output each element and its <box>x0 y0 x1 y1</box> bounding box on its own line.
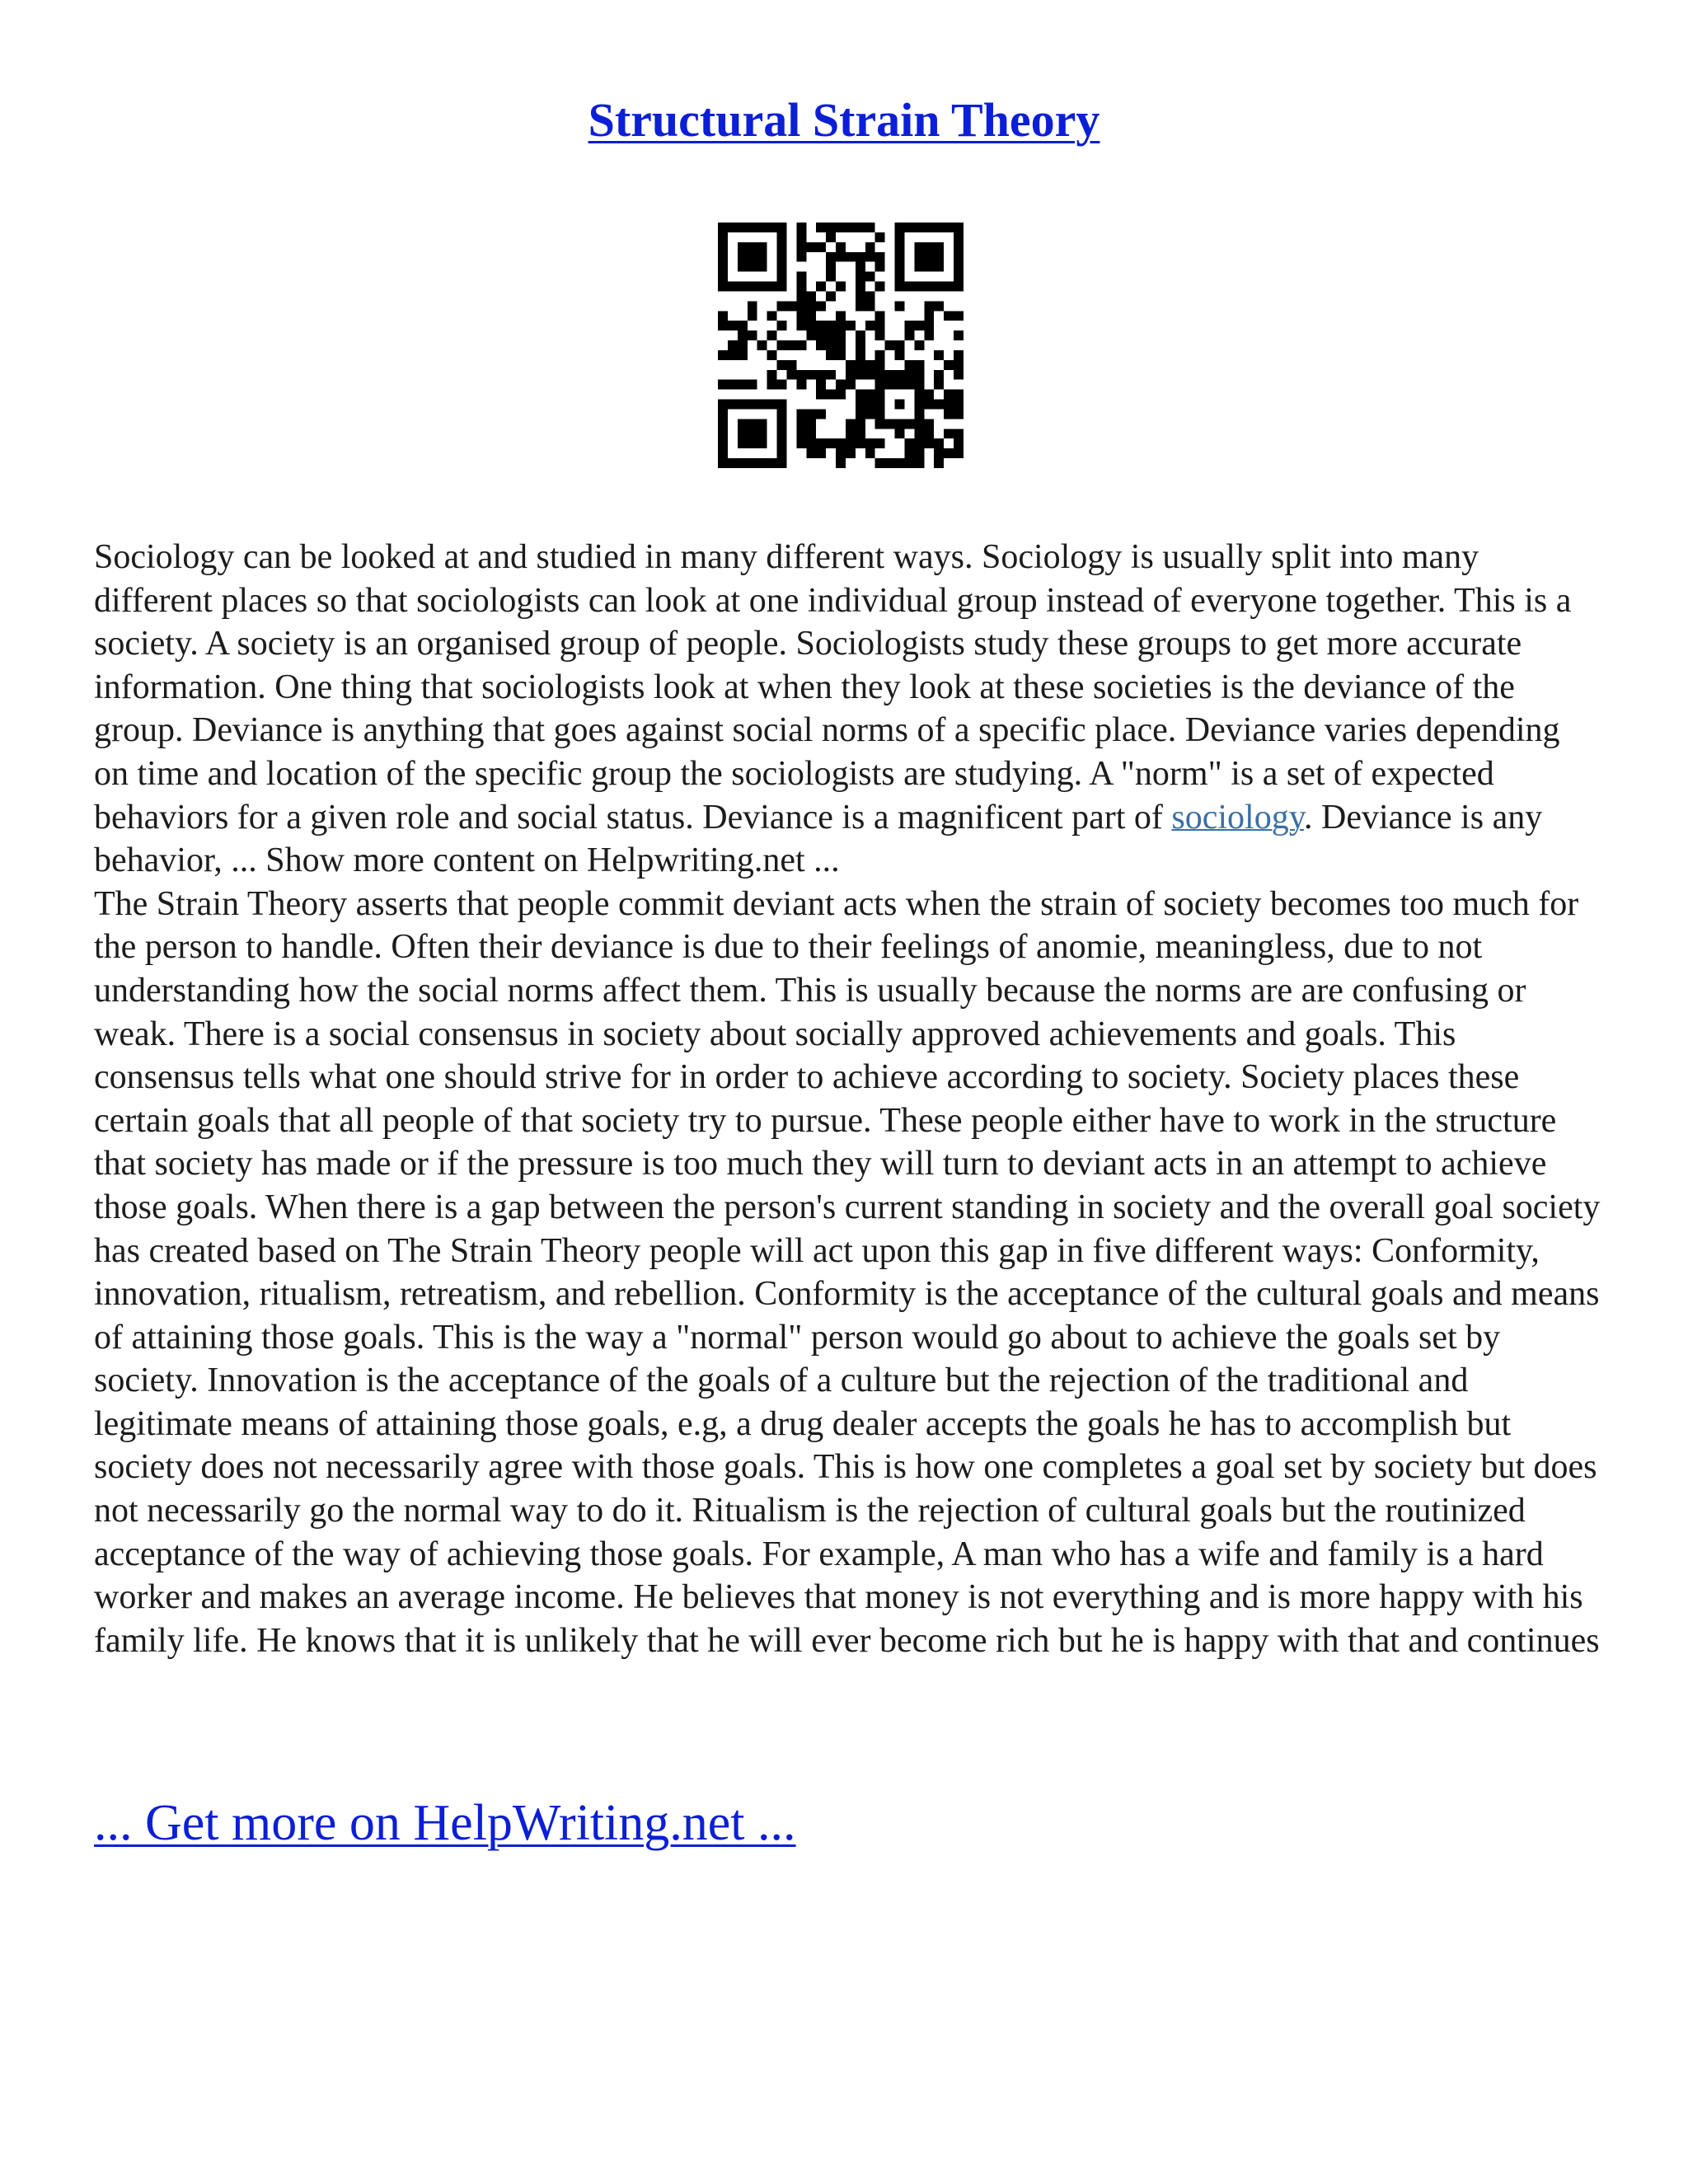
qr-code-icon <box>718 223 964 468</box>
page-title <box>0 87 1688 153</box>
get-more-link[interactable]: ... Get more on HelpWriting.net ... <box>94 1795 796 1851</box>
paragraph-intro <box>94 536 1602 883</box>
get-more-link-container <box>94 1790 796 1856</box>
paragraph-intro-text: Sociology can be looked at and studied in many different ways. Sociology is usually split into many different places so that sociologists can look at one individual group instead of everyone together. This is a society. A society is an organised group of people. Sociologists study these groups to get more accurate information. One thing that sociologists look at when they look at these societies is the deviance of the group. Deviance is anything that goes against social norms of a specific place. Deviance varies depending on time and location of the specific group the sociologists are studying. A "norm" is a set of expected behaviors for a given role and social status. Deviance is a magnificent part of <box>94 538 1572 837</box>
paragraph-intro-tail: . Deviance is any behavior, ... Show more content on Helpwriting.net ... <box>94 798 1543 880</box>
title-link[interactable]: Structural Strain Theory <box>588 93 1100 147</box>
sociology-link[interactable]: sociology <box>1171 798 1304 837</box>
article-body <box>94 536 1602 1662</box>
paragraph-strain-theory: The Strain Theory asserts that people commit deviant acts when the strain of society becomes too much for the person to handle. Often their deviance is due to their feelings of anomie, meaningless, due to not understanding how the social norms affect them. This is usually because the norms are are confusing or weak. There is a social consensus in society about socially approved achievements and goals. This consensus tells what one should strive for in order to achieve according to society. Society places these certain goals that all people of that society try to pursue. These people either have to work in the structure that society has made or if the pressure is too much they will turn to deviant acts in an attempt to achieve those goals. When there is a gap between the person's current standing in society and the overall goal society has created based on The Strain Theory people will act upon this gap in five different ways: Conformity, innovation, ritualism, retreatism, and rebellion. Conformity is the acceptance of the cultural goals and means of attaining those goals. This is the way a "normal" person would go about to achieve the goals set by society. Innovation is the acceptance of the goals of a culture but the rejection of the traditional and legitimate means of attaining those goals, e.g, a drug dealer accepts the goals he has to accomplish but society does not necessarily agree with those goals. This is how one completes a goal set by society but does not necessarily go the normal way to do it. Ritualism is the rejection of cultural goals but the routinized acceptance of the way of achieving those goals. For example, A man who has a wife and family is a hard worker and makes an average income. He believes that money is not everything and is more happy with his family life. He knows that it is unlikely that he will ever become rich but he is happy with that and continues <box>94 884 1601 1660</box>
